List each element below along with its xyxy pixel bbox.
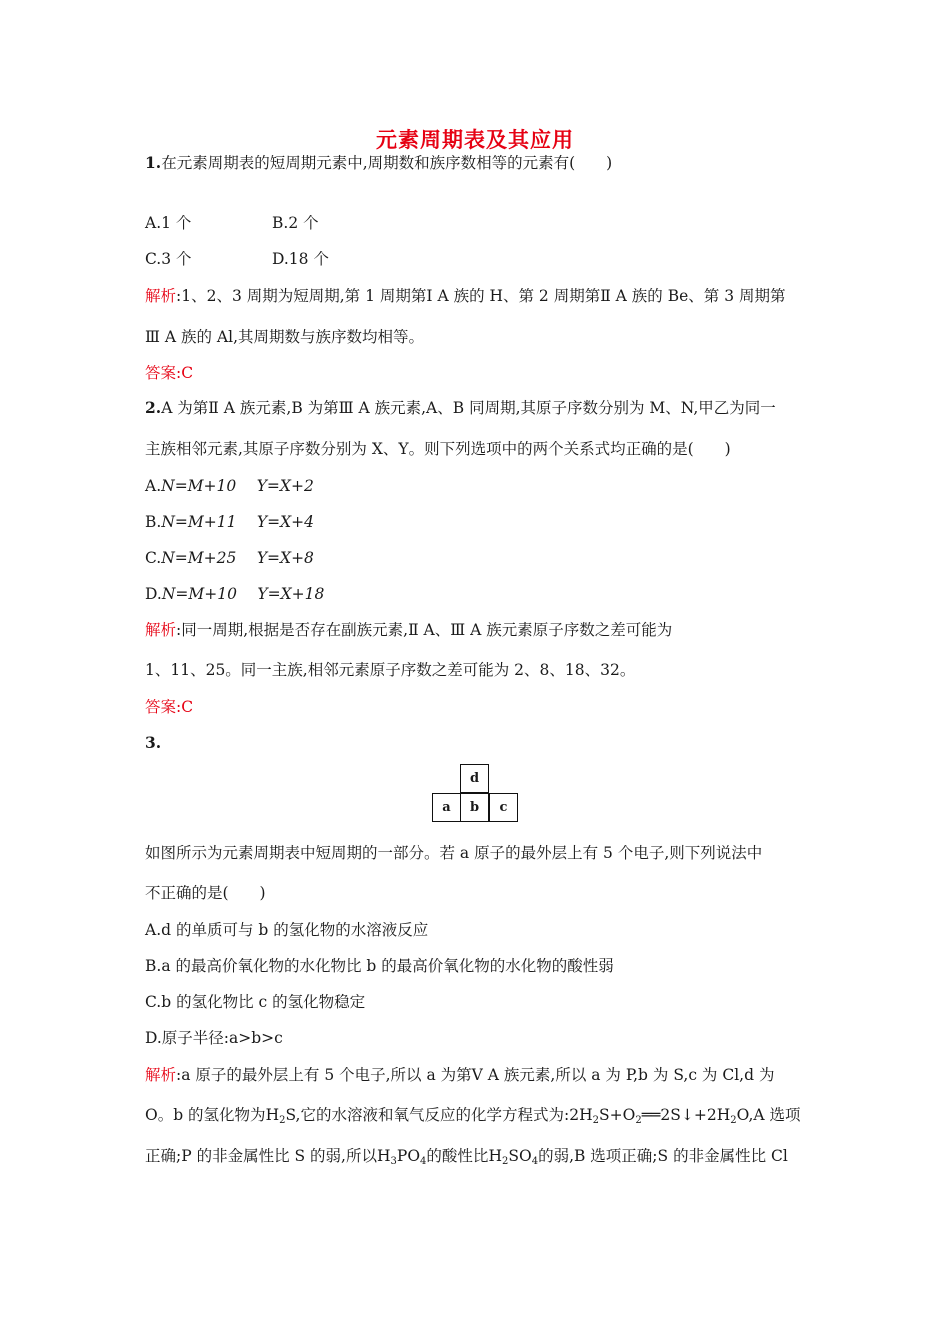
q1-analysis-label: 解析: [145, 287, 177, 305]
q1-answer: 答案:C: [145, 364, 194, 382]
q1-number: 1.: [145, 153, 162, 172]
q1-stem-text: 在元素周期表的短周期元素中,周期数和族序数相等的元素有( ): [161, 154, 613, 172]
q1-analysis-line2: Ⅲ A 族的 Al,其周期数与族序数均相等。: [145, 328, 425, 346]
cell-a: a: [432, 793, 461, 822]
q1-option-b: B.2 个: [272, 214, 319, 232]
q2-analysis-line1: 解析:同一周期,根据是否存在副族元素,Ⅱ A、Ⅲ A 族元素原子序数之差可能为: [145, 621, 673, 639]
q3-number: 3.: [145, 733, 162, 752]
q1-option-d: D.18 个: [272, 250, 329, 268]
q2-option-b: B.N=M+11 Y=X+4: [145, 513, 315, 531]
q1-option-c: C.3 个: [145, 250, 192, 268]
q3-option-d: D.原子半径:a>b>c: [145, 1029, 283, 1047]
q1-options-row2: [145, 249, 329, 269]
q3-option-b: B.a 的最高价氧化物的水化物比 b 的最高价氧化物的水化物的酸性弱: [145, 957, 614, 975]
q2-stem-line1: 2.A 为第Ⅱ A 族元素,B 为第Ⅲ A 族元素,A、B 同周期,其原子序数分别为 M、N,甲乙为同一: [145, 398, 776, 417]
formula-h2so4: $H_2SO_4$: [488, 1147, 539, 1167]
q1-options-row1: [145, 213, 319, 233]
periodic-table-fragment: [432, 764, 519, 822]
q2-analysis-line2: 1、11、25。同一主族,相邻元素原子序数之差可能为 2、8、18、32。: [145, 661, 636, 679]
reaction-equation: $2H_2S+O_2══2S↓+2H_2O$: [569, 1106, 749, 1126]
q2-answer: 答案:C: [145, 698, 194, 716]
q2-option-d: D.N=M+10 Y=X+18: [145, 585, 325, 603]
q3-analysis-label: 解析: [145, 1066, 177, 1084]
q3-stem-line2: 不正确的是( ): [145, 884, 266, 902]
q2-number: 2.: [145, 398, 162, 417]
q2-option-c: C.N=M+25 Y=X+8: [145, 549, 314, 567]
formula-h3po4: $H_3PO_4$: [376, 1147, 427, 1167]
q3-analysis-line1: 解析:a 原子的最外层上有 5 个电子,所以 a 为第Ⅴ A 族元素,所以 a 为 P,b 为 S,c 为 Cl,d 为: [145, 1066, 775, 1084]
cell-d: d: [460, 764, 489, 793]
q2-option-a: A.N=M+10 Y=X+2: [145, 477, 314, 495]
formula-h2s: $H_2S$: [265, 1106, 296, 1126]
q3-stem-line1: 如图所示为元素周期表中短周期的一部分。若 a 原子的最外层上有 5 个电子,则下列说法中: [145, 844, 763, 862]
q1-analysis-line1: 解析:1、2、3 周期为短周期,第 1 周期第Ⅰ A 族的 H、第 2 周期第Ⅱ A 族的 Be、第 3 周期第: [145, 287, 786, 305]
q2-stem-line2: 主族相邻元素,其原子序数分别为 X、Y。则下列选项中的两个关系式均正确的是( ): [145, 440, 731, 458]
q3-analysis-line2: O。b 的氢化物为$H_2S$,它的水溶液和氧气反应的化学方程式为$:2H_2S+O_2══2S↓+2H_2O,A$ 选项: [145, 1106, 801, 1126]
q3-option-a: A.d 的单质可与 b 的氢化物的水溶液反应: [145, 921, 429, 939]
q2-analysis-label: 解析: [145, 621, 177, 639]
cell-c: c: [489, 793, 518, 822]
q3-option-c: C.b 的氢化物比 c 的氢化物稳定: [145, 993, 366, 1011]
q1-option-a: A.1 个: [145, 214, 192, 232]
page-title: 元素周期表及其应用: [376, 127, 574, 152]
cell-b: b: [460, 793, 489, 822]
q1-stem: [145, 153, 612, 173]
q3-analysis-line3: 正确;P 的非金属性比 S 的弱,所以$H_3PO_4$的酸性比$H_2SO_4$的弱,B 选项正确;S 的非金属性比 Cl: [145, 1147, 788, 1167]
